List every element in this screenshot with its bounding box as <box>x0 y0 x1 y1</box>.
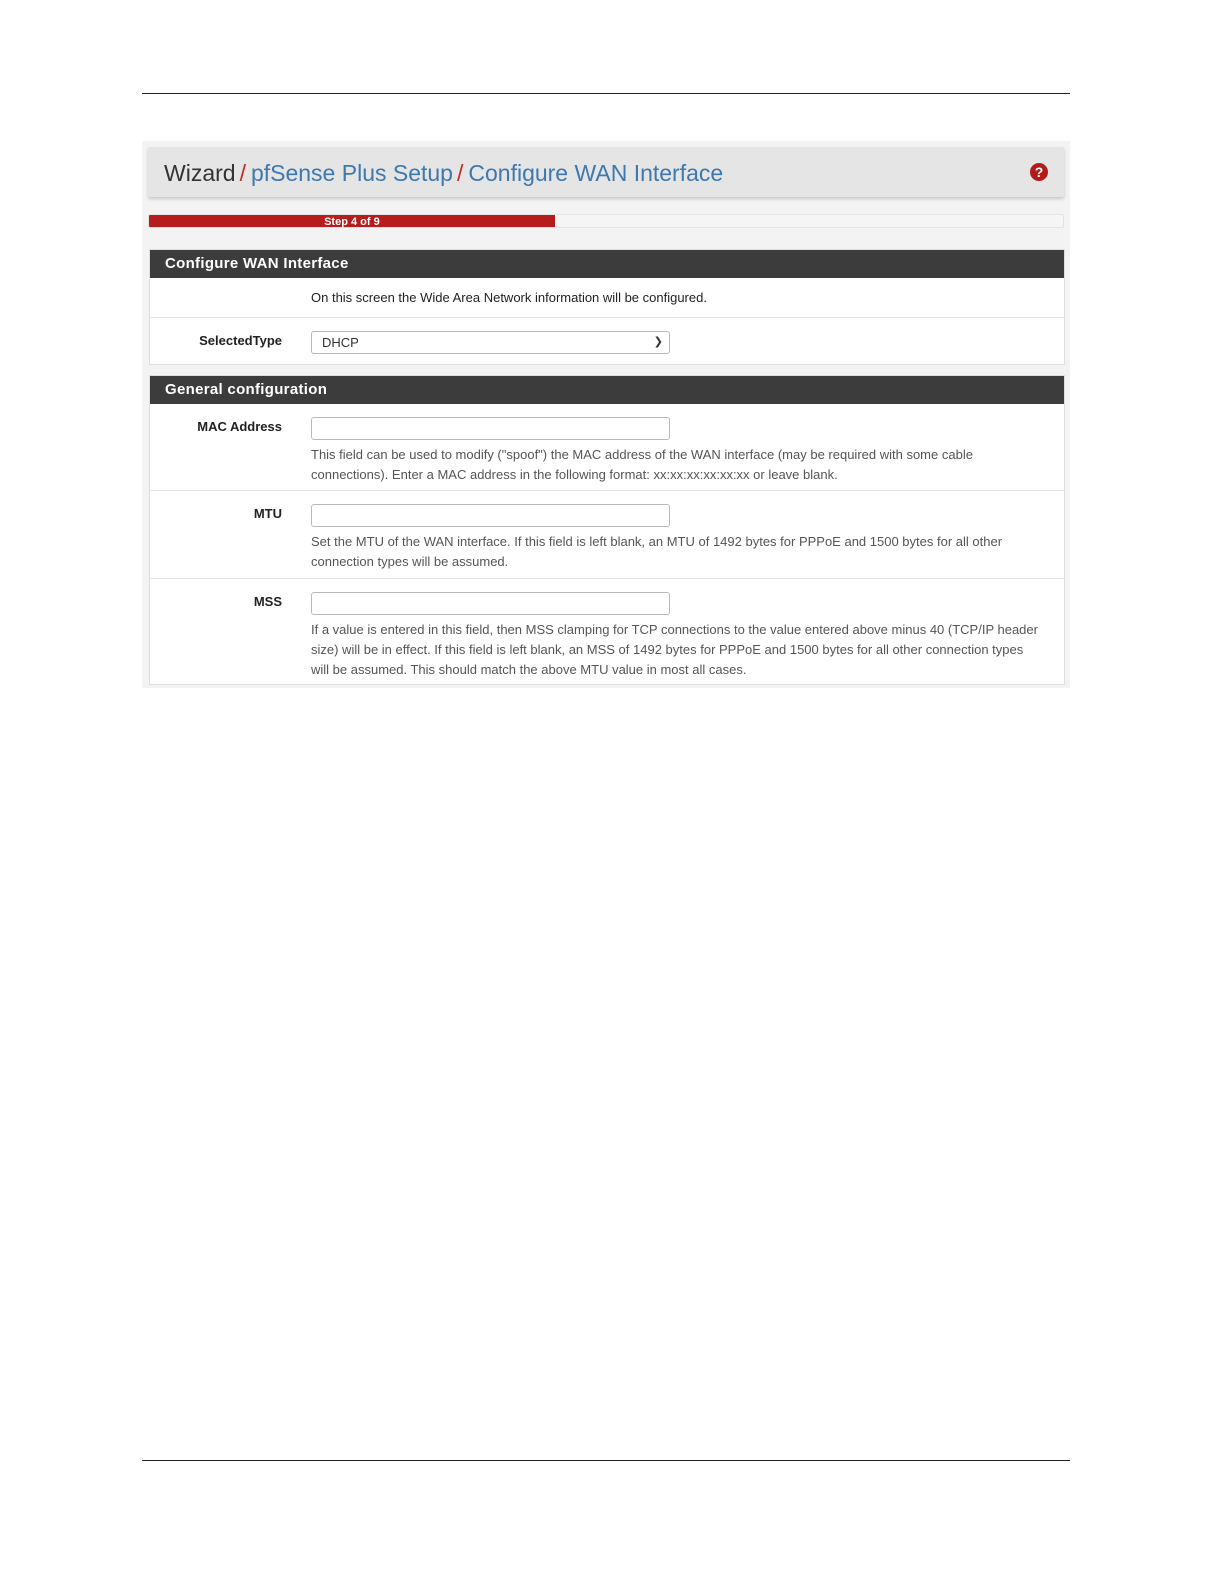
intro-text: On this screen the Wide Area Network information will be configured. <box>311 290 707 305</box>
breadcrumb-separator: / <box>239 160 246 186</box>
mac-address-label: MAC Address <box>197 419 282 434</box>
breadcrumb-link-configure-wan[interactable]: Configure WAN Interface <box>468 160 724 186</box>
mtu-field <box>311 504 1044 572</box>
progress-fill <box>149 215 555 227</box>
mss-input[interactable] <box>311 592 670 615</box>
panel-heading-general: General configuration <box>150 376 1064 404</box>
breadcrumb-root: Wizard <box>164 160 236 186</box>
mtu-input[interactable] <box>311 504 670 527</box>
mtu-help: Set the MTU of the WAN interface. If this field is left blank, an MTU of 1492 bytes for PPPoE and 1500 bytes for all other connection types will be assumed. <box>311 534 1003 569</box>
breadcrumb-separator: / <box>456 160 464 186</box>
breadcrumb-bar <box>148 147 1064 197</box>
mss-field <box>311 592 1044 680</box>
chevron-down-icon: ❯ <box>653 336 663 348</box>
selected-type-select[interactable] <box>311 331 670 354</box>
mac-address-field <box>311 417 1044 485</box>
breadcrumb-link-setup[interactable]: pfSense Plus Setup <box>250 160 453 186</box>
mss-help: If a value is entered in this field, then MSS clamping for TCP connections to the value entered above minus 40 (TCP/IP header size) will be in effect. If this field is left blank, an MSS of 1492 bytes for PPPoE and 1500 bytes for all other connection types will be assumed. This should match the above MTU value in most all cases. <box>311 622 1038 677</box>
form-row-selected-type <box>150 317 1064 364</box>
progress-label: Step 4 of 9 <box>324 216 380 228</box>
breadcrumb <box>164 159 723 187</box>
panel-general-configuration <box>149 375 1065 685</box>
question-circle-icon[interactable]: ? <box>1030 163 1048 181</box>
selected-type-label: SelectedType <box>199 333 282 348</box>
panel-heading-configure-wan: Configure WAN Interface <box>150 250 1064 278</box>
form-row-mtu <box>150 490 1064 578</box>
wizard-progress-bar <box>148 214 1064 228</box>
form-row-mss <box>150 578 1064 686</box>
page-top-rule <box>142 93 1070 94</box>
selected-type-field <box>311 331 1044 354</box>
form-row-mac <box>150 404 1064 490</box>
mac-address-input[interactable] <box>311 417 670 440</box>
form-row-intro <box>150 278 1064 317</box>
mss-label: MSS <box>253 594 282 609</box>
mtu-label: MTU <box>253 506 282 521</box>
wizard-screenshot <box>142 141 1070 688</box>
mac-address-help: This field can be used to modify ("spoof") the MAC address of the WAN interface (may be required with some cable connections). Enter a MAC address in the following format: xx:xx:xx:xx:xx:xx or leave blank. <box>311 447 973 482</box>
page-bottom-rule <box>142 1460 1070 1461</box>
panel-configure-wan <box>149 249 1065 365</box>
selected-type-value: DHCP <box>322 335 359 350</box>
